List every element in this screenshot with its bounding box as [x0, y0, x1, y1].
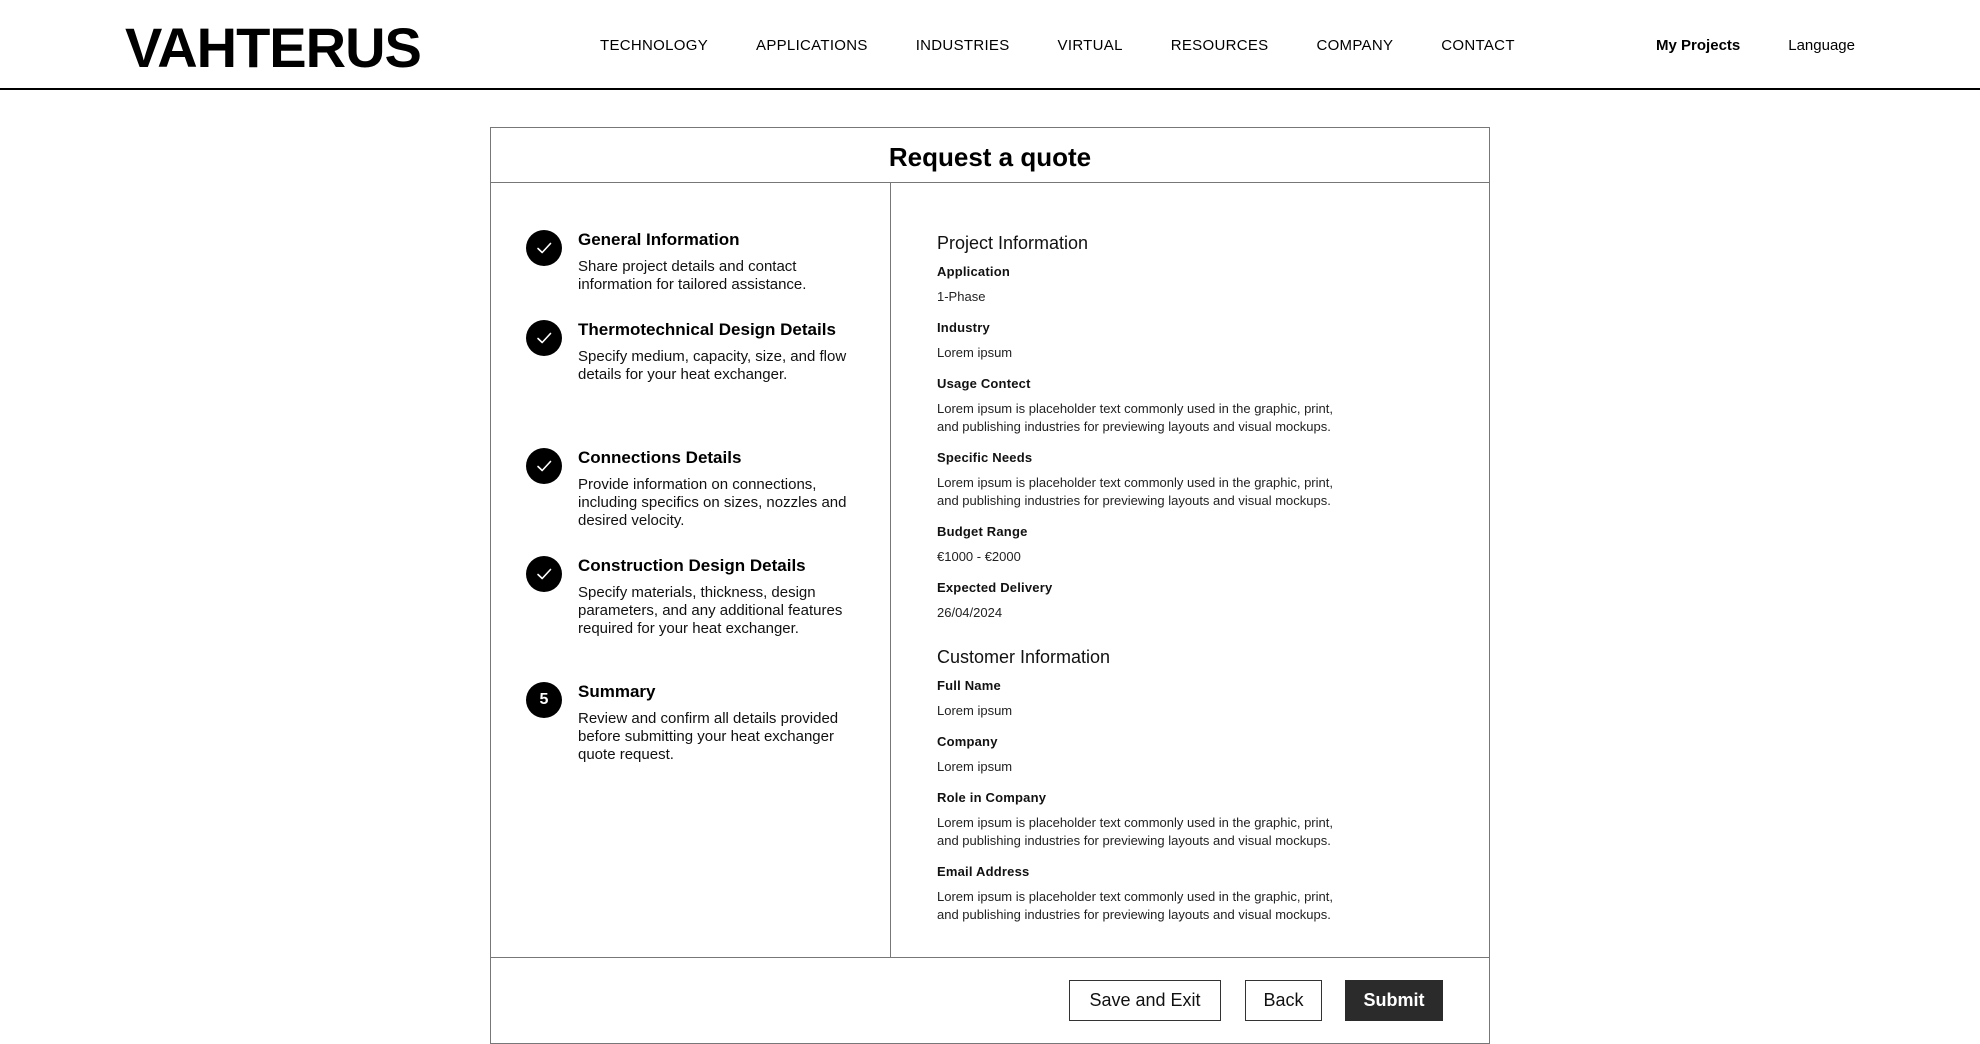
my-projects-link[interactable]: My Projects [1656, 37, 1741, 54]
nav-applications[interactable]: APPLICATIONS [756, 37, 868, 54]
step-general-information[interactable] [526, 230, 866, 318]
back-button[interactable]: Back [1245, 980, 1322, 1021]
field-value: Lorem ipsum is placeholder text commonly used in the graphic, print, and publishing industries for previewing layouts and visual mockups. [937, 475, 1333, 508]
step-description: Specify materials, thickness, design parameters, and any additional features required for your heat exchanger. [578, 584, 843, 637]
check-icon [526, 448, 562, 484]
field-application [937, 264, 1357, 306]
field-label: Industry [937, 320, 990, 335]
nav-resources[interactable]: RESOURCES [1170, 37, 1269, 54]
nav-company[interactable]: COMPANY [1316, 37, 1394, 54]
field-label: Company [937, 734, 998, 749]
header-right [1656, 36, 1855, 56]
field-role-in-company [937, 790, 1357, 850]
field-value: Lorem ipsum [937, 345, 1013, 360]
field-company [937, 734, 1357, 776]
field-email-address [937, 864, 1357, 924]
step-thermotechnical-design[interactable] [526, 320, 866, 446]
step-connections-details[interactable] [526, 448, 866, 554]
field-expected-delivery [937, 580, 1357, 622]
check-icon [526, 230, 562, 266]
language-selector[interactable]: Language [1788, 37, 1855, 54]
field-value: Lorem ipsum [937, 703, 1013, 718]
step-description: Provide information on connections, including specifics on sizes, nozzles and desired velocity. [578, 476, 847, 529]
step-title: Construction Design Details [578, 556, 806, 575]
field-budget-range [937, 524, 1357, 566]
field-value: Lorem ipsum is placeholder text commonly used in the graphic, print, and publishing industries for previewing layouts and visual mockups. [937, 401, 1333, 434]
quote-panel [490, 127, 1490, 1044]
field-label: Application [937, 264, 1010, 279]
field-value: 26/04/2024 [937, 605, 1003, 620]
nav-contact[interactable]: CONTACT [1441, 37, 1515, 54]
panel-title-bar [491, 128, 1489, 183]
customer-info-title: Customer Information [937, 647, 1111, 667]
field-value: Lorem ipsum [937, 759, 1013, 774]
vahterus-logo[interactable]: VAHTERUS [125, 16, 421, 79]
nav-virtual[interactable]: VIRTUAL [1057, 37, 1123, 54]
field-usage-context [937, 376, 1357, 436]
field-full-name [937, 678, 1357, 720]
main-nav [600, 36, 1563, 56]
site-header [0, 0, 1980, 90]
field-label: Role in Company [937, 790, 1047, 805]
step-summary[interactable] [526, 682, 866, 772]
step-description: Share project details and contact information for tailored assistance. [578, 258, 807, 293]
field-value: 1-Phase [937, 289, 986, 304]
step-construction-design[interactable] [526, 556, 866, 680]
step-description: Specify medium, capacity, size, and flow details for your heat exchanger. [578, 348, 847, 383]
footer-divider [491, 957, 1489, 958]
submit-button[interactable]: Submit [1345, 980, 1443, 1021]
steps-list [526, 228, 866, 772]
field-specific-needs [937, 450, 1357, 510]
page-title: Request a quote [888, 142, 1092, 172]
step-description: Review and confirm all details provided before submitting your heat exchanger quote request. [578, 710, 839, 763]
column-divider [890, 183, 891, 957]
check-icon [526, 556, 562, 592]
field-label: Budget Range [937, 524, 1028, 539]
field-label: Usage Contect [937, 376, 1031, 391]
field-value: Lorem ipsum is placeholder text commonly used in the graphic, print, and publishing industries for previewing layouts and visual mockups. [937, 815, 1333, 848]
step-title: General Information [578, 230, 740, 249]
nav-technology[interactable]: TECHNOLOGY [600, 37, 709, 54]
step-title: Summary [578, 682, 656, 701]
nav-industries[interactable]: INDUSTRIES [915, 37, 1010, 54]
step-title: Thermotechnical Design Details [578, 320, 836, 339]
field-label: Full Name [937, 678, 1001, 693]
summary-content[interactable] [937, 232, 1357, 960]
step-title: Connections Details [578, 448, 742, 467]
field-label: Email Address [937, 864, 1030, 879]
project-info-title: Project Information [937, 233, 1089, 253]
step-number-badge: 5 [526, 682, 562, 718]
field-label: Specific Needs [937, 450, 1033, 465]
field-label: Expected Delivery [937, 580, 1053, 595]
section-gap [937, 636, 1357, 646]
save-and-exit-button[interactable]: Save and Exit [1069, 980, 1221, 1021]
field-industry [937, 320, 1357, 362]
check-icon [526, 320, 562, 356]
field-value: Lorem ipsum is placeholder text commonly used in the graphic, print, and publishing industries for previewing layouts and visual mockups. [937, 889, 1333, 922]
field-value: €1000 - €2000 [937, 549, 1021, 564]
